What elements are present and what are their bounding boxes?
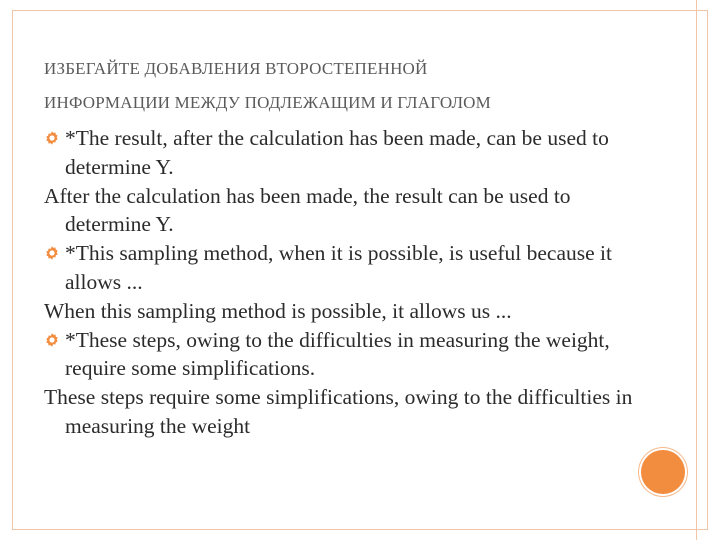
plain-paragraph [44,182,654,240]
paragraph-text: When this sampling method is possible, it allows us ... [44,298,512,323]
plain-paragraph [44,297,654,326]
paragraph-text: After the calculation has been made, the result can be used to determine Y. [44,183,571,237]
slide-title [44,52,664,120]
bullet-text: *The result, after the calculation has been made, can be used to determine Y. [65,126,609,179]
bullet-paragraph [44,326,654,384]
slide-right-rule [696,0,697,540]
gear-bullet-icon [44,130,60,146]
paragraph-text: These steps require some simplifications, owing to the difficulties in measuring the weight [44,385,633,438]
slide-title-line-1: ИЗБЕГАЙТЕ ДОБАВЛЕНИЯ ВТОРОСТЕПЕННОЙ [44,59,428,78]
plain-paragraph [44,383,654,441]
bullet-text: *These steps, owing to the difficulties in measuring the weight, require some simplifications. [65,327,610,381]
decorative-circle [641,450,685,494]
slide-body [44,124,654,441]
bullet-paragraph [44,124,654,182]
gear-bullet-icon [44,332,60,348]
bullet-text: *This sampling method, when it is possible, is useful because it allows ... [65,241,612,294]
bullet-paragraph [44,239,654,297]
slide-title-line-2: ИНФОРМАЦИИ МЕЖДУ ПОДЛЕЖАЩИМ И ГЛАГОЛОМ [44,93,491,112]
gear-bullet-icon [44,245,60,261]
